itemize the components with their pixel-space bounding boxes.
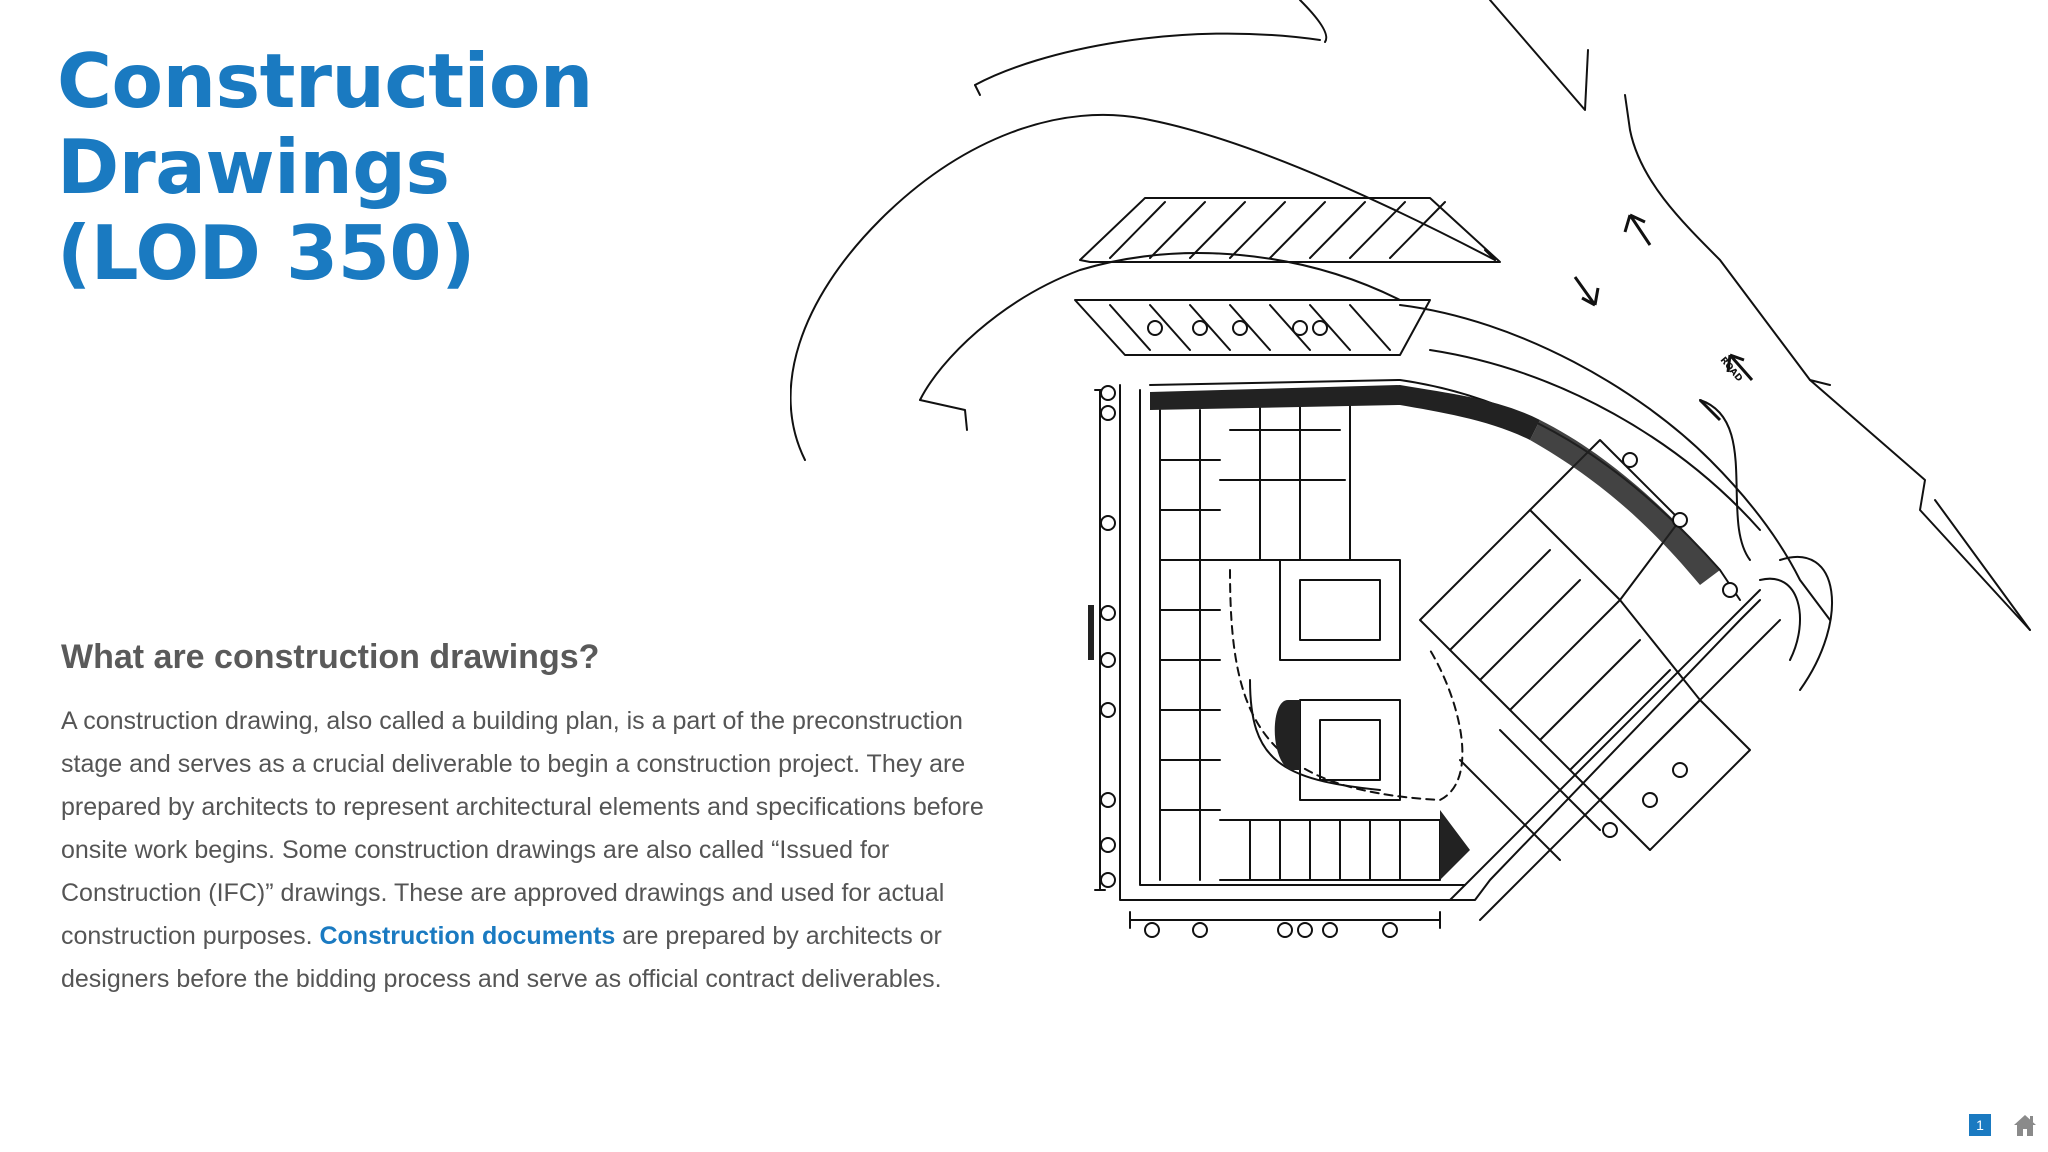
paragraph-text: construction purposes. bbox=[61, 922, 320, 950]
page-number-badge[interactable]: 1 bbox=[1969, 1114, 1991, 1136]
title-line-1: Construction Drawings bbox=[57, 37, 593, 211]
construction-documents-link[interactable]: Construction documents bbox=[319, 922, 616, 950]
road-label: ROAD bbox=[1717, 355, 1744, 384]
section-subheading: What are construction drawings? bbox=[61, 638, 600, 676]
paragraph-line: Construction (IFC)” drawings. These are approved drawings and used for actual bbox=[61, 879, 945, 907]
home-icon[interactable] bbox=[2012, 1112, 2038, 1138]
paragraph-line: stage and serves as a crucial deliverable to begin a construction project. They are bbox=[61, 750, 966, 778]
paragraph-line: designers before the bidding process and serve as official contract deliverables. bbox=[61, 965, 942, 993]
body-paragraph bbox=[61, 700, 984, 1001]
paragraph-line bbox=[61, 915, 971, 958]
paragraph-line: onsite work begins. Some construction drawings are also called “Issued for bbox=[61, 836, 890, 864]
paragraph-text: are prepared by architects or bbox=[615, 922, 942, 950]
paragraph-line: prepared by architects to represent architectural elements and specifications before bbox=[61, 793, 984, 821]
paragraph-line: A construction drawing, also called a building plan, is a part of the preconstruction bbox=[61, 707, 963, 735]
title-line-2: (LOD 350) bbox=[57, 209, 475, 297]
